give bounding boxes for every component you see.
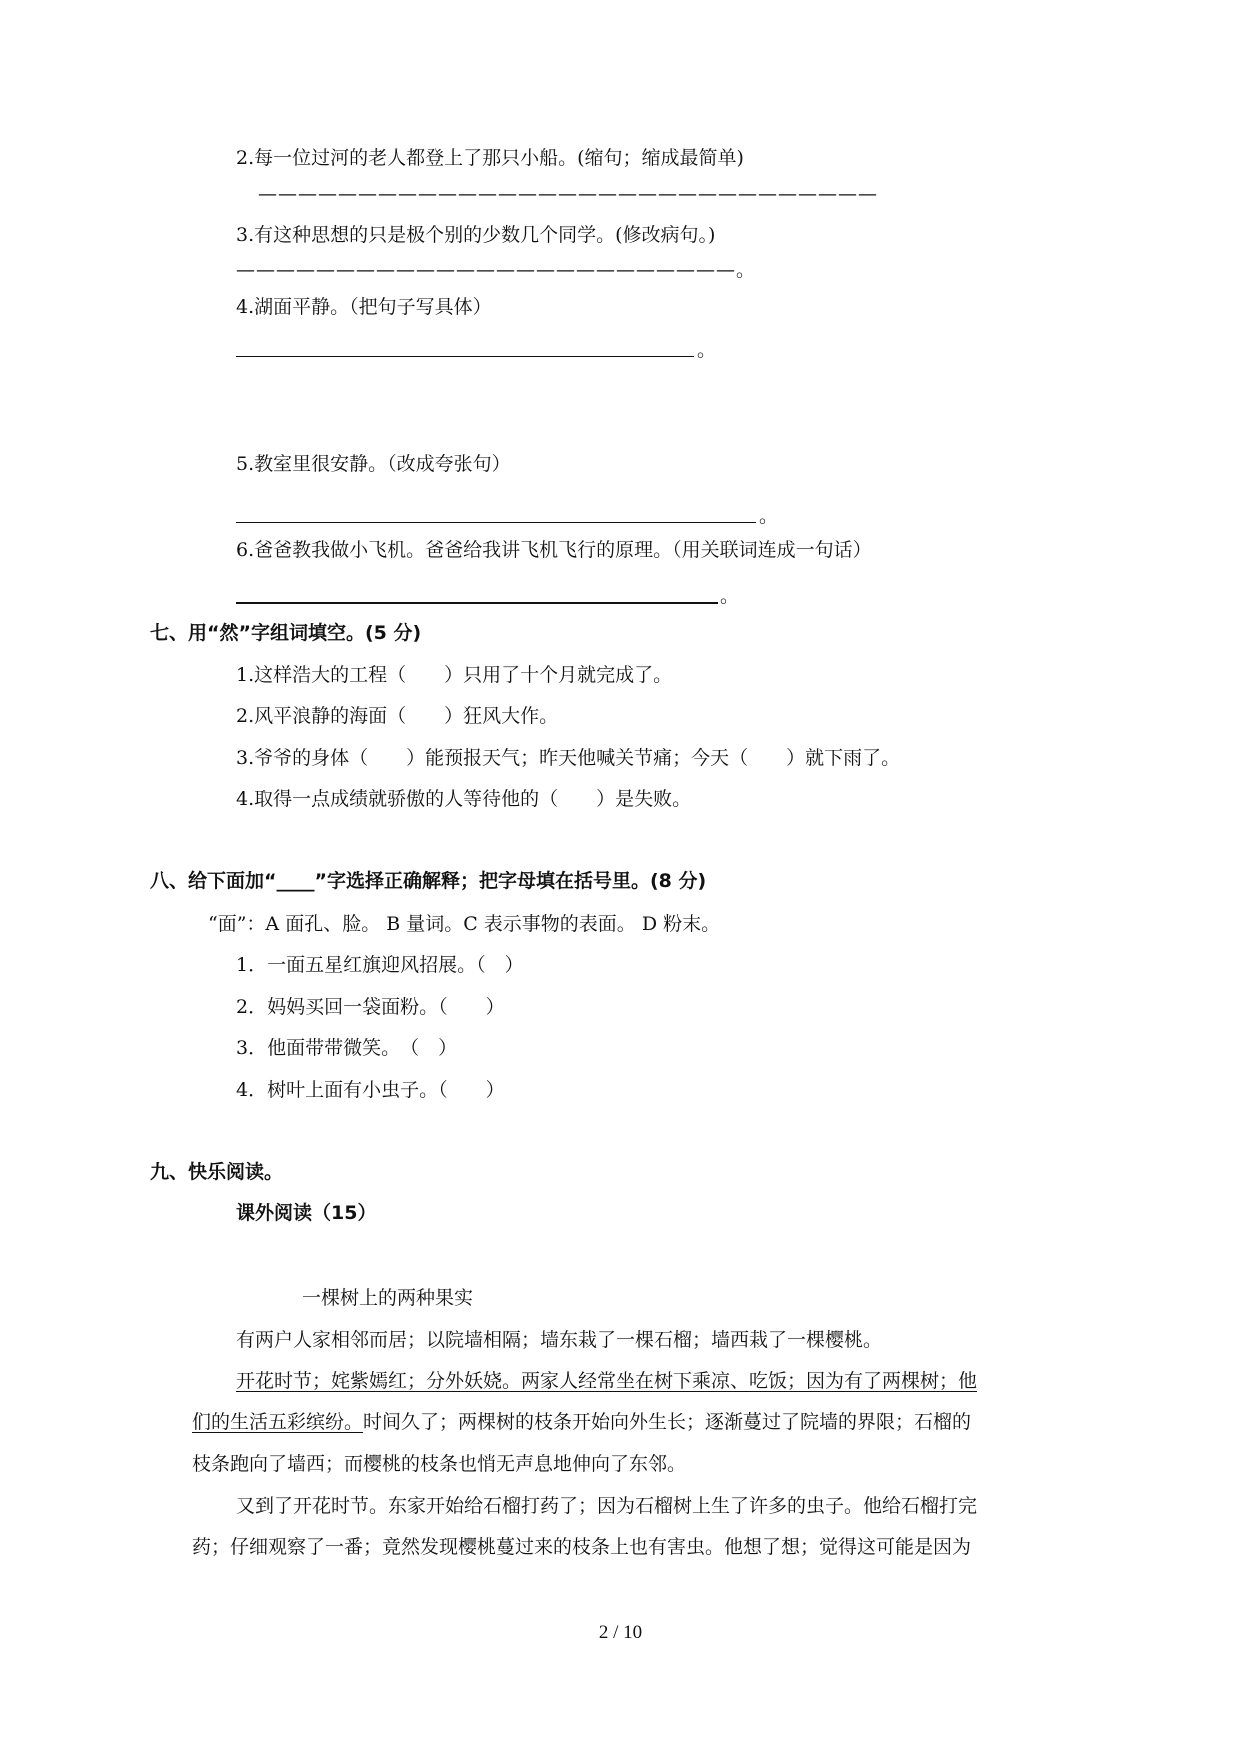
question-6-2: 2.每一位过河的老人都登上了那只小船。(缩句；缩成最简单) — [236, 147, 744, 169]
passage-line-1: 有两户人家相邻而居；以院墙相隔；墙东栽了一棵石榴；墙西栽了一棵樱桃。 — [236, 1329, 883, 1351]
passage-line-3-rest: 时间久了；两棵树的枝条开始向外生长；逐渐蔓过了院墙的界限；石榴的 — [363, 1411, 972, 1433]
answer-line-6-2[interactable]: ——————————————————————————————— — [258, 183, 878, 205]
passage-line-5: 又到了开花时节。东家开始给石榴打药了；因为石榴树上生了许多的虫子。他给石榴打完 — [236, 1495, 978, 1517]
reading-subtitle: 课外阅读（15） — [236, 1202, 377, 1224]
section-9-title: 九、快乐阅读。 — [150, 1161, 284, 1183]
passage-line-6: 药；仔细观察了一番；竟然发现樱桃蔓过来的枝条上也有害虫。他想了想；觉得这可能是因为 — [192, 1536, 972, 1558]
question-6-6: 6.爸爸教我做小飞机。爸爸给我讲飞机飞行的原理。（用关联词连成一句话） — [236, 539, 872, 561]
question-8-2: 2．妈妈买回一袋面粉。（ ） — [236, 996, 505, 1018]
answer-line-6-6[interactable] — [236, 602, 718, 604]
answer-line-6-3[interactable]: —————————————————————————。 — [236, 259, 757, 281]
passage-title: 一棵树上的两种果实 — [302, 1287, 474, 1309]
answer-line-6-4[interactable] — [236, 356, 694, 357]
period-6-4: 。 — [697, 339, 717, 361]
page-number: 2 / 10 — [598, 1622, 643, 1643]
question-6-3: 3.有这种思想的只是极个别的少数几个同学。(修改病句。) — [236, 224, 716, 246]
passage-line-4: 枝条跑向了墙西；而樱桃的枝条也悄无声息地伸向了东邻。 — [192, 1453, 687, 1475]
section-7-title: 七、用“然”字组词填空。(5 分) — [150, 622, 422, 644]
section-8-title: 八、给下面加“____”字选择正确解释；把字母填在括号里。(8 分) — [150, 870, 707, 892]
period-6-5: 。 — [759, 505, 779, 527]
question-7-1: 1.这样浩大的工程（ ）只用了十个月就完成了。 — [236, 664, 673, 686]
answer-line-6-5[interactable] — [236, 522, 756, 523]
question-8-1: 1．一面五星红旗迎风招展。（ ） — [236, 954, 524, 976]
question-7-2: 2.风平浪静的海面（ ）狂风大作。 — [236, 705, 559, 727]
period-6-6: 。 — [720, 585, 740, 607]
question-7-3: 3.爷爷的身体（ ）能预报天气；昨天他喊关节痛；今天（ ）就下雨了。 — [236, 747, 901, 769]
question-8-3: 3．他面带带微笑。 （ ） — [236, 1037, 458, 1059]
question-6-4: 4.湖面平静。（把句子写具体） — [236, 296, 492, 318]
underlined-sentence-part-2: 们的生活五彩缤纷。 — [192, 1411, 364, 1433]
question-7-4: 4.取得一点成绩就骄傲的人等待他的（ ）是失败。 — [236, 788, 692, 810]
underlined-sentence-part-1: 开花时节；姹紫嫣红；分外妖娆。两家人经常坐在树下乘凉、吃饭；因为有了两棵树；他 — [236, 1370, 978, 1392]
definitions: “面”：A 面孔、脸。 B 量词。C 表示事物的表面。 D 粉末。 — [208, 913, 721, 935]
passage-line-3 — [192, 1410, 971, 1434]
question-8-4: 4．树叶上面有小虫子。（ ） — [236, 1079, 505, 1101]
passage-line-2 — [236, 1369, 977, 1393]
question-6-5: 5.教室里很安静。（改成夸张句） — [236, 453, 511, 475]
